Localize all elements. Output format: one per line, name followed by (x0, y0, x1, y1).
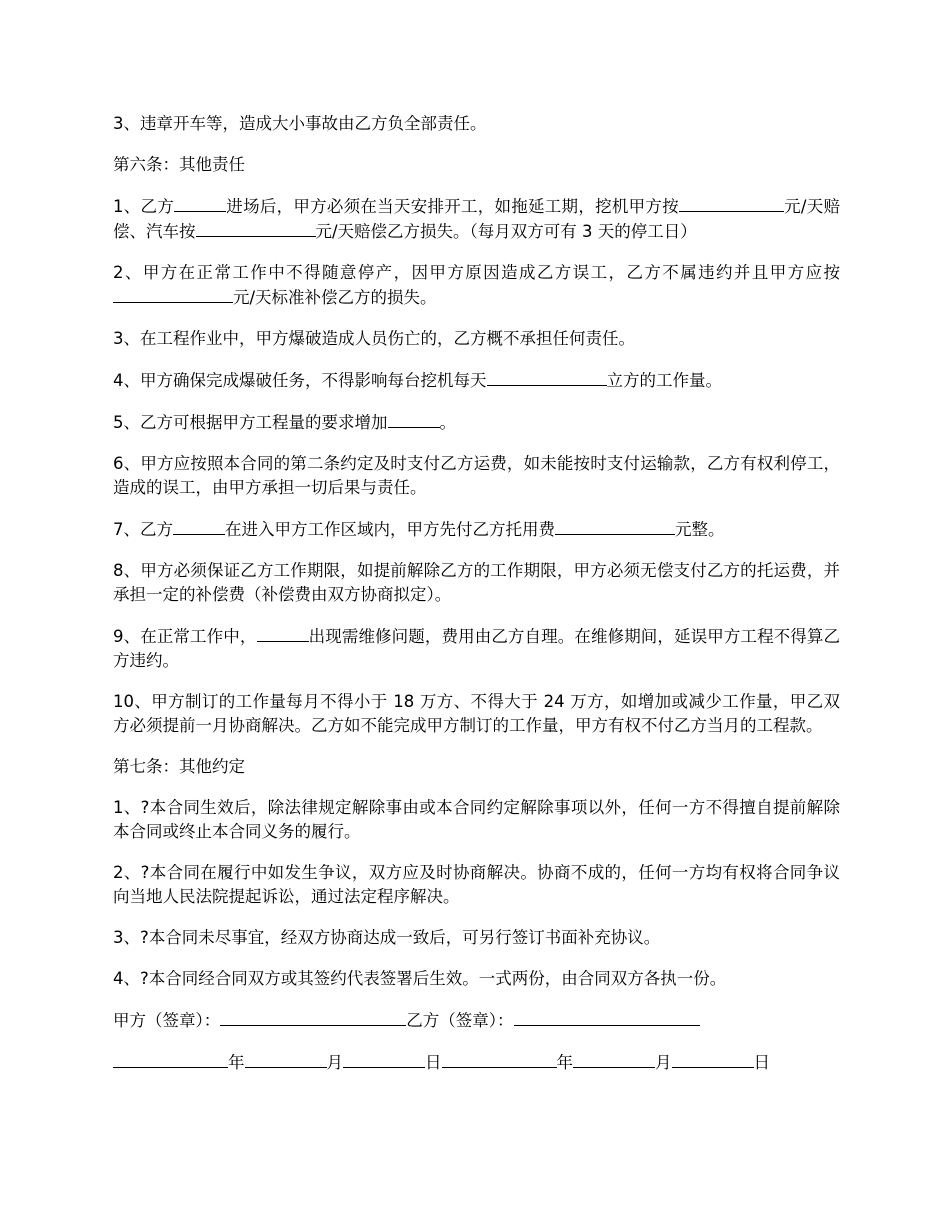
blank-field[interactable] (113, 285, 233, 303)
clause-6-4-text-b: 立方的工作量。 (606, 371, 722, 390)
clause-6-1-text-a: 1、乙方 (113, 197, 175, 216)
clause-6-1-text-c: 元/天赔偿、汽车按 (113, 197, 840, 241)
clause-6-10: 10、甲方制订的工作量每月不得小于 18 万方、不得大于 24 万方，如增加或减少工作量，甲乙双方必须提前一月协商解决。乙方如不能完成甲方制订的工作量，甲方有权不付乙方当月的工程款。 (113, 692, 840, 735)
clause-6-4 (113, 368, 840, 393)
party-b-day-field[interactable] (672, 1050, 754, 1068)
month-label: 月 (655, 1053, 672, 1072)
clause-6-3: 3、在工程作业中，甲方爆破造成人员伤亡的，乙方概不承担任何责任。 (113, 329, 635, 348)
clause-7-4: 4、?本合同经合同双方或其签约代表签署后生效。一式两份，由合同双方各执一份。 (113, 969, 727, 988)
article-7-heading: 第七条：其他约定 (113, 757, 245, 776)
clause-6-8: 8、甲方必须保证乙方工作期限，如提前解除乙方的工作期限，甲方必须无偿支付乙方的托运费，并承担一定的补偿费（补偿费由双方协商拟定）。 (113, 561, 840, 604)
clause-7-2: 2、?本合同在履行中如发生争议，双方应及时协商解决。协商不成的，任何一方均有权将合同争议向当地人民法院提起诉讼，通过法定程序解决。 (113, 863, 840, 906)
clause-7-1: 1、?本合同生效后，除法律规定解除事由或本合同约定解除事项以外，任何一方不得擅自提前解除本合同或终止本合同义务的履行。 (113, 798, 840, 841)
party-b-label: 乙方（签章）： (406, 1011, 514, 1030)
blank-field[interactable] (679, 194, 784, 212)
year-label: 年 (556, 1053, 573, 1072)
day-label: 日 (753, 1053, 770, 1072)
clause-6-5-text-a: 5、乙方可根据甲方工程量的要求增加 (113, 413, 388, 432)
party-b-month-field[interactable] (573, 1050, 655, 1068)
clause-traffic-violation: 3、违章开车等，造成大小事故由乙方负全部责任。 (113, 114, 487, 133)
date-line (113, 1050, 840, 1075)
signature-line (113, 1008, 840, 1033)
clause-6-7 (113, 517, 840, 542)
clause-6-1-text-b: 进场后，甲方必须在当天安排开工，如拖延工期，挖机甲方按 (226, 197, 679, 216)
party-a-year-field[interactable] (113, 1050, 228, 1068)
clause-6-6: 6、甲方应按照本合同的第二条约定及时支付乙方运费，如未能按时支付运输款，乙方有权利停工，造成的误工，由甲方承担一切后果与责任。 (113, 454, 840, 497)
clause-6-5-text-b: 。 (439, 413, 456, 432)
party-b-signature-field[interactable] (514, 1008, 700, 1026)
party-a-month-field[interactable] (245, 1050, 327, 1068)
blank-field[interactable] (196, 219, 316, 237)
clause-6-7-text-c: 元整。 (675, 520, 725, 539)
clause-6-9-text-a: 9、在正常工作中， (113, 627, 257, 646)
blank-field[interactable] (257, 624, 309, 642)
blank-field[interactable] (388, 410, 440, 428)
clause-6-1 (113, 194, 840, 244)
party-a-label: 甲方（签章）： (113, 1011, 221, 1030)
clause-6-2-text-b: 元/天标准补偿乙方的损失。 (233, 288, 437, 307)
year-label: 年 (228, 1053, 245, 1072)
clause-6-9-text-b: 出现需维修问题，费用由乙方自理。在维修期间，延误甲方工程不得算乙方违约。 (113, 627, 841, 670)
clause-6-1-text-d: 元/天赔偿乙方损失。（每月双方可有 3 天的停工日） (315, 222, 697, 241)
blank-field[interactable] (555, 517, 675, 535)
day-label: 日 (425, 1053, 442, 1072)
clause-6-7-text-b: 在进入甲方工作区域内，甲方先付乙方托用费 (225, 520, 555, 539)
clause-6-9 (113, 624, 840, 673)
month-label: 月 (326, 1053, 343, 1072)
clause-6-2-text-a: 2、甲方在正常工作中不得随意停产，因甲方原因造成乙方误工，乙方不属违约并且甲方应按 (113, 263, 840, 282)
clause-6-4-text-a: 4、甲方确保完成爆破任务，不得影响每台挖机每天 (113, 371, 487, 390)
party-b-year-field[interactable] (442, 1050, 557, 1068)
clause-7-3: 3、?本合同未尽事宜，经双方协商达成一致后，可另行签订书面补充协议。 (113, 928, 661, 947)
clause-6-7-text-a: 7、乙方 (113, 520, 173, 539)
party-a-signature-field[interactable] (220, 1008, 406, 1026)
blank-field[interactable] (174, 194, 226, 212)
blank-field[interactable] (173, 517, 225, 535)
article-6-heading: 第六条：其他责任 (113, 155, 245, 174)
clause-6-5 (113, 410, 840, 435)
clause-6-2 (113, 261, 840, 310)
party-a-day-field[interactable] (343, 1050, 425, 1068)
blank-field[interactable] (487, 368, 607, 386)
